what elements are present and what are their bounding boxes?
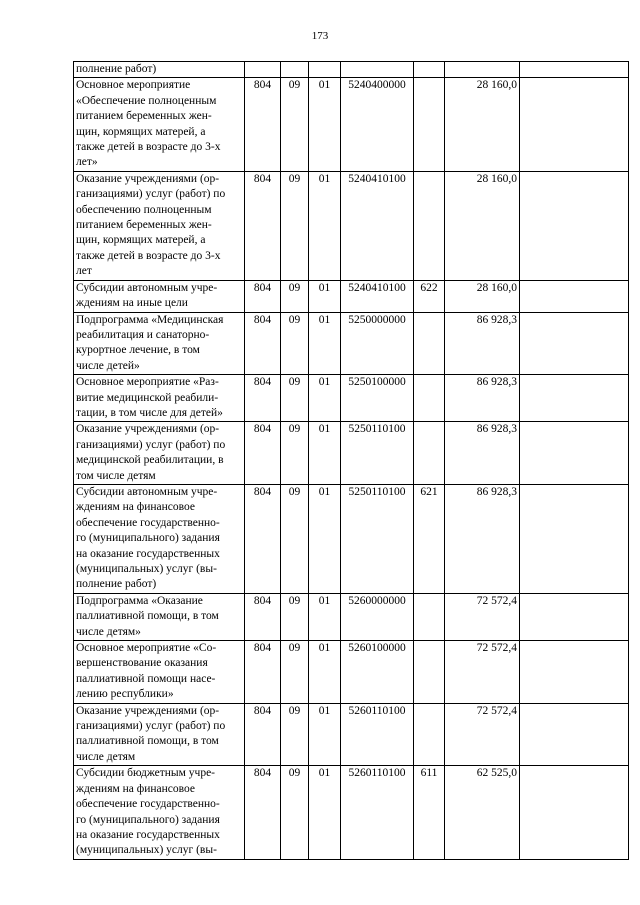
section-code-cell: 09: [281, 703, 309, 766]
ministry-code-cell: 804: [245, 78, 281, 171]
section-code-cell: [281, 62, 309, 78]
subsection-code-cell: 01: [309, 422, 341, 485]
table-row: [74, 484, 629, 593]
amount-cell: [445, 62, 520, 78]
amount-cell: 72 572,4: [445, 593, 520, 640]
subsection-code-cell: 01: [309, 171, 341, 280]
subsection-code-cell: 01: [309, 703, 341, 766]
table-row: [74, 62, 629, 78]
target-article-cell: 5240400000: [341, 78, 414, 171]
expense-type-cell: 621: [414, 484, 445, 593]
item-name-cell: Оказание учреждениями (ор- ганизациями) услуг (работ) по паллиативной помощи, в том числе детям: [74, 703, 245, 766]
ministry-code-cell: 804: [245, 312, 281, 375]
ministry-code-cell: 804: [245, 171, 281, 280]
ministry-code-cell: 804: [245, 422, 281, 485]
target-article-cell: 5250110100: [341, 422, 414, 485]
table-row: [74, 312, 629, 375]
table-row: [74, 766, 629, 859]
section-code-cell: 09: [281, 766, 309, 859]
subsection-code-cell: 01: [309, 375, 341, 422]
empty-cell: [520, 703, 629, 766]
empty-cell: [520, 484, 629, 593]
ministry-code-cell: 804: [245, 375, 281, 422]
table-row: [74, 593, 629, 640]
expense-type-cell: [414, 171, 445, 280]
ministry-code-cell: 804: [245, 766, 281, 859]
target-article-cell: 5250000000: [341, 312, 414, 375]
ministry-code-cell: 804: [245, 593, 281, 640]
budget-table-body: [74, 62, 629, 860]
target-article-cell: [341, 62, 414, 78]
amount-cell: 28 160,0: [445, 171, 520, 280]
table-row: [74, 422, 629, 485]
empty-cell: [520, 78, 629, 171]
section-code-cell: 09: [281, 171, 309, 280]
empty-cell: [520, 593, 629, 640]
target-article-cell: 5240410100: [341, 280, 414, 312]
empty-cell: [520, 375, 629, 422]
subsection-code-cell: 01: [309, 280, 341, 312]
item-name-cell: Оказание учреждениями (ор- ганизациями) услуг (работ) по медицинской реабилитации, в том числе детям: [74, 422, 245, 485]
subsection-code-cell: 01: [309, 641, 341, 704]
item-name-cell: Основное мероприятие «Раз- витие медицинской реабили- тации, в том числе для детей»: [74, 375, 245, 422]
empty-cell: [520, 422, 629, 485]
target-article-cell: 5260000000: [341, 593, 414, 640]
item-name-cell: Оказание учреждениями (ор- ганизациями) услуг (работ) по обеспечению полноценным питанием беременных жен- щин, кормящих матерей, а также детей в возрасте до 3-х лет: [74, 171, 245, 280]
amount-cell: 62 525,0: [445, 766, 520, 859]
empty-cell: [520, 62, 629, 78]
table-row: [74, 641, 629, 704]
amount-cell: 86 928,3: [445, 375, 520, 422]
amount-cell: 28 160,0: [445, 78, 520, 171]
target-article-cell: 5260110100: [341, 703, 414, 766]
expense-type-cell: [414, 312, 445, 375]
target-article-cell: 5250100000: [341, 375, 414, 422]
table-row: [74, 280, 629, 312]
target-article-cell: 5240410100: [341, 171, 414, 280]
target-article-cell: 5250110100: [341, 484, 414, 593]
item-name-cell: полнение работ): [74, 62, 245, 78]
section-code-cell: 09: [281, 484, 309, 593]
section-code-cell: 09: [281, 593, 309, 640]
item-name-cell: Субсидии автономным учре- ждениям на иные цели: [74, 280, 245, 312]
empty-cell: [520, 312, 629, 375]
empty-cell: [520, 280, 629, 312]
table-row: [74, 703, 629, 766]
item-name-cell: Основное мероприятие «Обеспечение полноценным питанием беременных жен- щин, кормящих матерей, а также детей в возрасте до 3-х лет»: [74, 78, 245, 171]
subsection-code-cell: 01: [309, 766, 341, 859]
expense-type-cell: [414, 375, 445, 422]
item-name-cell: Подпрограмма «Оказание паллиативной помощи, в том числе детям»: [74, 593, 245, 640]
table-row: [74, 171, 629, 280]
ministry-code-cell: 804: [245, 280, 281, 312]
table-row: [74, 375, 629, 422]
ministry-code-cell: 804: [245, 641, 281, 704]
amount-cell: 86 928,3: [445, 422, 520, 485]
expense-type-cell: 622: [414, 280, 445, 312]
item-name-cell: Основное мероприятие «Со- вершенствование оказания паллиативной помощи насе- лению республики»: [74, 641, 245, 704]
table-row: [74, 78, 629, 171]
expense-type-cell: [414, 641, 445, 704]
subsection-code-cell: 01: [309, 484, 341, 593]
expense-type-cell: [414, 703, 445, 766]
item-name-cell: Субсидии бюджетным учре- ждениям на финансовое обеспечение государственно- го (муниципального) задания на оказание государственных (муниципальных) услуг (вы-: [74, 766, 245, 859]
section-code-cell: 09: [281, 312, 309, 375]
amount-cell: 86 928,3: [445, 484, 520, 593]
target-article-cell: 5260100000: [341, 641, 414, 704]
amount-cell: 86 928,3: [445, 312, 520, 375]
expense-type-cell: 611: [414, 766, 445, 859]
section-code-cell: 09: [281, 375, 309, 422]
section-code-cell: 09: [281, 422, 309, 485]
budget-table: [73, 61, 629, 860]
expense-type-cell: [414, 78, 445, 171]
expense-type-cell: [414, 422, 445, 485]
subsection-code-cell: 01: [309, 312, 341, 375]
section-code-cell: 09: [281, 641, 309, 704]
empty-cell: [520, 641, 629, 704]
amount-cell: 72 572,4: [445, 703, 520, 766]
amount-cell: 72 572,4: [445, 641, 520, 704]
expense-type-cell: [414, 62, 445, 78]
ministry-code-cell: 804: [245, 484, 281, 593]
item-name-cell: Подпрограмма «Медицинская реабилитация и санаторно- курортное лечение, в том числе детей»: [74, 312, 245, 375]
amount-cell: 28 160,0: [445, 280, 520, 312]
section-code-cell: 09: [281, 78, 309, 171]
expense-type-cell: [414, 593, 445, 640]
subsection-code-cell: 01: [309, 78, 341, 171]
subsection-code-cell: 01: [309, 593, 341, 640]
ministry-code-cell: 804: [245, 703, 281, 766]
ministry-code-cell: [245, 62, 281, 78]
empty-cell: [520, 171, 629, 280]
target-article-cell: 5260110100: [341, 766, 414, 859]
subsection-code-cell: [309, 62, 341, 78]
empty-cell: [520, 766, 629, 859]
section-code-cell: 09: [281, 280, 309, 312]
item-name-cell: Субсидии автономным учре- ждениям на финансовое обеспечение государственно- го (муниципального) задания на оказание государственных (муниципальных) услуг (вы- полнение работ): [74, 484, 245, 593]
page-number: 173: [311, 30, 329, 42]
